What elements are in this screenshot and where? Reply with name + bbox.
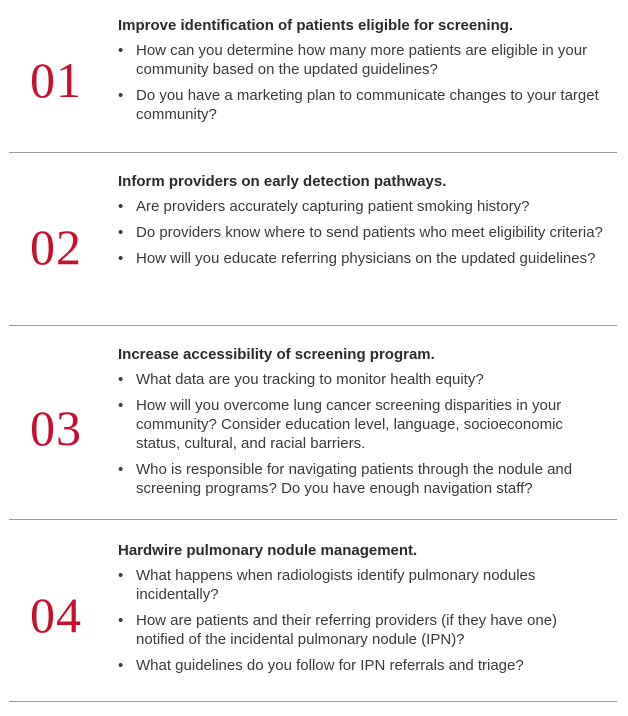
section-number: 04 (30, 587, 82, 643)
question-list (118, 370, 608, 498)
question-item: • Do providers know where to send patients who meet eligibility criteria? (118, 223, 608, 242)
section-content (118, 173, 608, 275)
section-divider (9, 152, 617, 153)
question-item: • Do you have a marketing plan to communicate changes to your target community? (118, 86, 608, 124)
section-heading: Improve identification of patients eligible for screening. (118, 17, 514, 34)
section-heading: Increase accessibility of screening program. (118, 346, 435, 363)
question-item: • Are providers accurately capturing patient smoking history? (118, 197, 608, 216)
section-divider (9, 701, 617, 702)
section-number: 02 (30, 219, 82, 275)
section-content (118, 346, 608, 505)
section-divider (9, 325, 617, 326)
section-heading: Hardwire pulmonary nodule management. (118, 542, 418, 559)
question-item: • How will you educate referring physicians on the updated guidelines? (118, 249, 608, 268)
question-item: • How can you determine how many more patients are eligible in your community based on the updated guidelines? (118, 41, 608, 79)
question-item: • What happens when radiologists identify pulmonary nodules incidentally? (118, 566, 608, 604)
question-list (118, 566, 608, 675)
section-divider (9, 519, 617, 520)
section-number: 01 (30, 52, 82, 108)
section-heading: Inform providers on early detection pathways. (118, 173, 447, 190)
question-item: • What guidelines do you follow for IPN referrals and triage? (118, 656, 608, 675)
question-item: • How will you overcome lung cancer screening disparities in your community? Consider education level, language, socioeconomic status, cultural, and racial barriers. (118, 396, 608, 453)
section-content (118, 17, 608, 131)
question-item: • How are patients and their referring providers (if they have one) notified of the incidental pulmonary nodule (IPN)? (118, 611, 608, 649)
question-list (118, 197, 608, 268)
question-item: • What data are you tracking to monitor health equity? (118, 370, 608, 389)
section-number: 03 (30, 400, 82, 456)
section-content (118, 542, 608, 682)
question-list (118, 41, 608, 124)
question-item: • Who is responsible for navigating patients through the nodule and screening programs? Do you have enough navigation staff? (118, 460, 608, 498)
